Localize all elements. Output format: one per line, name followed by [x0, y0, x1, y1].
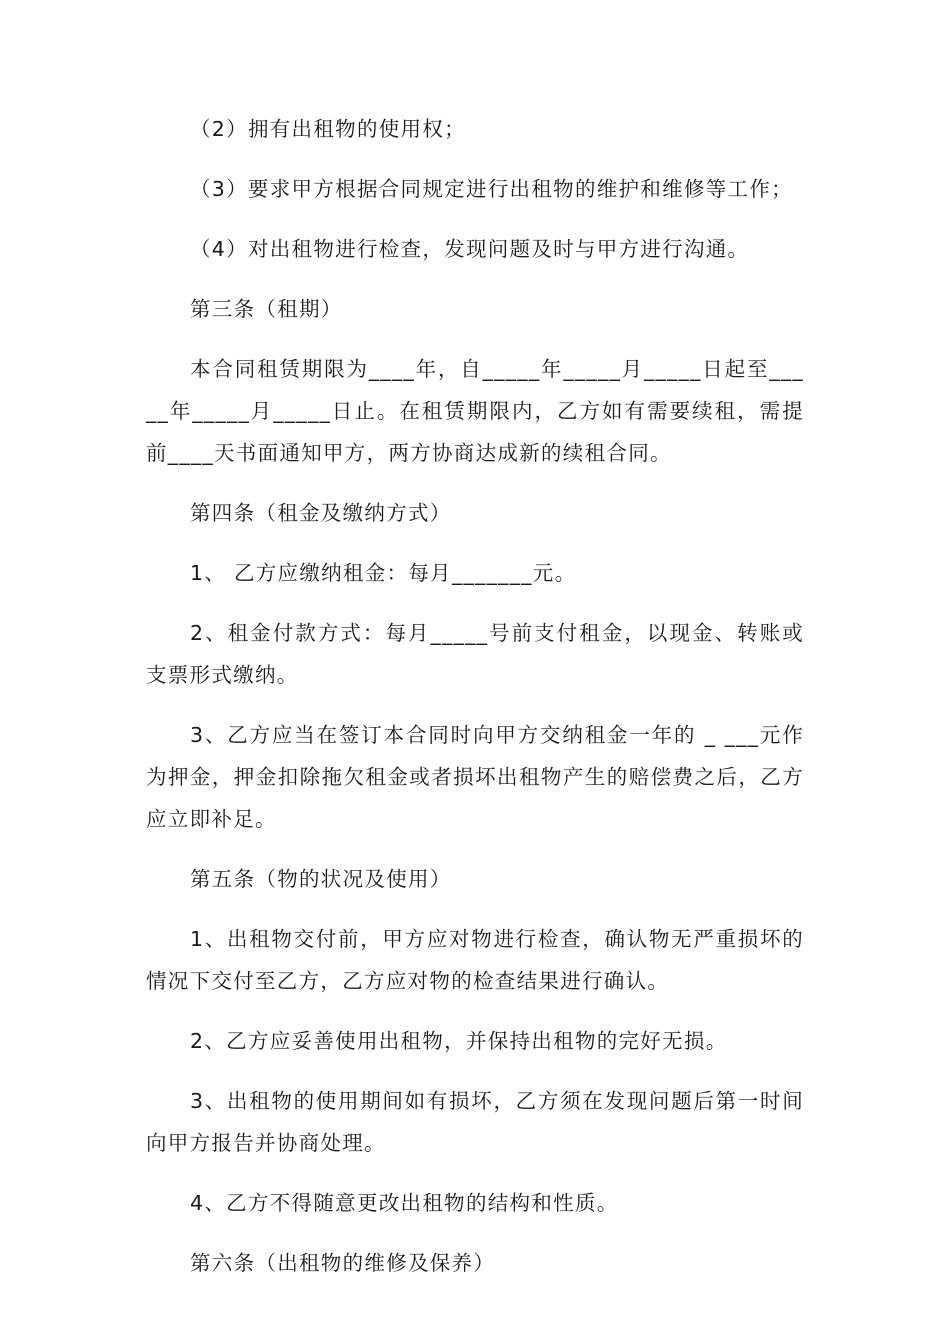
article-3-heading: 第三条（租期）: [190, 297, 343, 321]
article-5-item-1: 1、出租物交付前，甲方应对物进行检查，确认物无严重损坏的情况下交付至乙方，乙方应对物的检查结果进行确认。: [146, 927, 804, 993]
article-4-item-1: 1、 乙方应缴纳租金：每月_______元。: [190, 561, 577, 585]
article-5-heading: 第五条（物的状况及使用）: [190, 867, 452, 891]
clause-right-3: （3）要求甲方根据合同规定进行出租物的维护和维修等工作；: [190, 177, 793, 201]
article-4-heading: 第四条（租金及缴纳方式）: [190, 501, 452, 525]
article-5-item-2: 2、乙方应妥善使用出租物，并保持出租物的完好无损。: [190, 1029, 728, 1053]
article-5-item-3: 3、出租物的使用期间如有损坏，乙方须在发现问题后第一时间向甲方报告并协商处理。: [146, 1089, 804, 1155]
article-4-item-2: 2、租金付款方式：每月_____号前支付租金，以现金、转账或支票形式缴纳。: [146, 621, 804, 687]
article-3-body: 本合同租赁期限为____年，自_____年_____月_____日起至_____年_____月_____日止。在租赁期限内，乙方如有需要续租，需提前____天书面通知甲方，两方协商达成新的续租合同。: [146, 357, 804, 465]
article-6-heading: 第六条（出租物的维修及保养）: [190, 1251, 496, 1275]
clause-right-4: （4）对出租物进行检查，发现问题及时与甲方进行沟通。: [190, 237, 750, 261]
clause-right-2: （2）拥有出租物的使用权；: [190, 117, 466, 141]
article-4-item-3: 3、乙方应当在签订本合同时向甲方交纳租金一年的 _ ___元作为押金，押金扣除拖欠租金或者损坏出租物产生的赔偿费之后，乙方应立即补足。: [146, 723, 804, 831]
article-5-item-4: 4、乙方不得随意更改出租物的结构和性质。: [190, 1191, 619, 1215]
document-page: [146, 108, 804, 1302]
